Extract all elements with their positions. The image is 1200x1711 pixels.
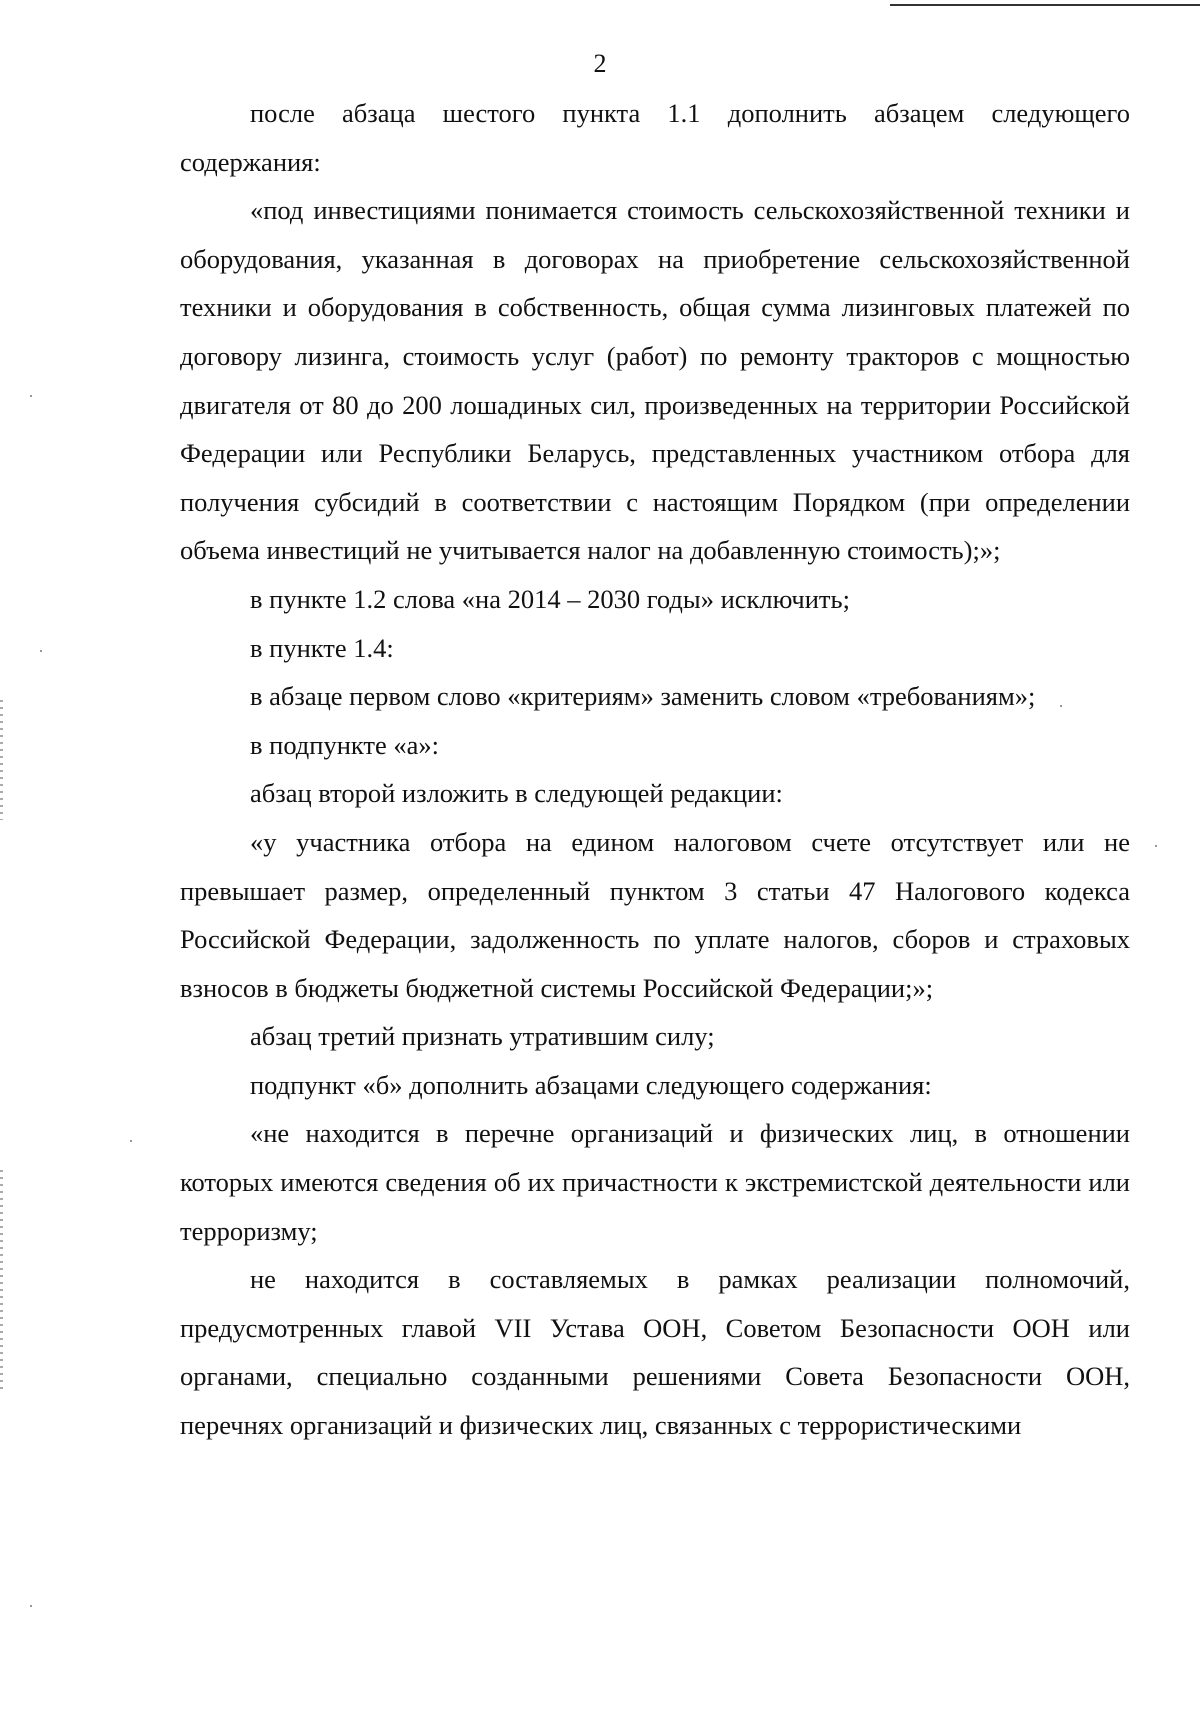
- paragraph: не находится в составляемых в рамках реализации полномочий, предусмотренных главой VII Устава ООН, Советом Безопасности ООН или органами, специально созданными решениями Совета Безопасности ООН, перечнях организаций и физических лиц, связанных с террористическими: [180, 1264, 1130, 1441]
- document-body: [180, 89, 1130, 1450]
- paragraph: абзац второй изложить в следующей редакции:: [250, 778, 783, 809]
- paragraph: в подпункте «а»:: [250, 729, 440, 760]
- scan-speck: [30, 1605, 32, 1607]
- scan-left-edge-noise: [0, 700, 3, 820]
- paragraph: в пункте 1.2 слова «на 2014 – 2030 годы» исключить;: [250, 583, 850, 614]
- paragraph: абзац третий признать утратившим силу;: [250, 1021, 715, 1052]
- scan-speck: [40, 650, 42, 652]
- paragraph: «не находится в перечне организаций и физических лиц, в отношении которых имеются сведения об их причастности к экстремистской деятельности или терроризму;: [180, 1118, 1130, 1246]
- scan-speck: [30, 395, 32, 397]
- paragraph: «у участника отбора на едином налоговом счете отсутствует или не превышает размер, определенный пунктом 3 статьи 47 Налогового кодекса Российской Федерации, задолженность по уплате налогов, сборов и страховых взносов в бюджеты бюджетной системы Российской Федерации;»;: [180, 826, 1130, 1003]
- paragraph: «под инвестициями понимается стоимость сельскохозяйственной техники и оборудования, указанная в договорах на приобретение сельскохозяйственной техники и оборудования в собственность, общая сумма лизинговых платежей по договору лизинга, стоимость услуг (работ) по ремонту тракторов с мощностью двигателя от 80 до 200 лошадиных сил, произведенных на территории Российской Федерации или Республики Беларусь, представленных участником отбора для получения субсидий в соответствии с настоящим Порядком (при определении объема инвестиций не учитывается налог на добавленную стоимость);»;: [180, 195, 1130, 566]
- page-number: 2: [593, 49, 607, 78]
- paragraph: после абзаца шестого пункта 1.1 дополнить абзацем следующего содержания:: [180, 98, 1130, 177]
- scan-top-edge-line: [890, 4, 1200, 6]
- scan-speck: [130, 1140, 132, 1142]
- paragraph: в абзаце первом слово «критериям» заменить словом «требованиям»;: [250, 681, 1036, 712]
- paragraph: подпункт «б» дополнить абзацами следующего содержания:: [250, 1069, 932, 1100]
- paragraph: в пункте 1.4:: [250, 632, 394, 663]
- scan-left-edge-noise: [0, 1170, 3, 1390]
- scan-speck: [1155, 845, 1157, 847]
